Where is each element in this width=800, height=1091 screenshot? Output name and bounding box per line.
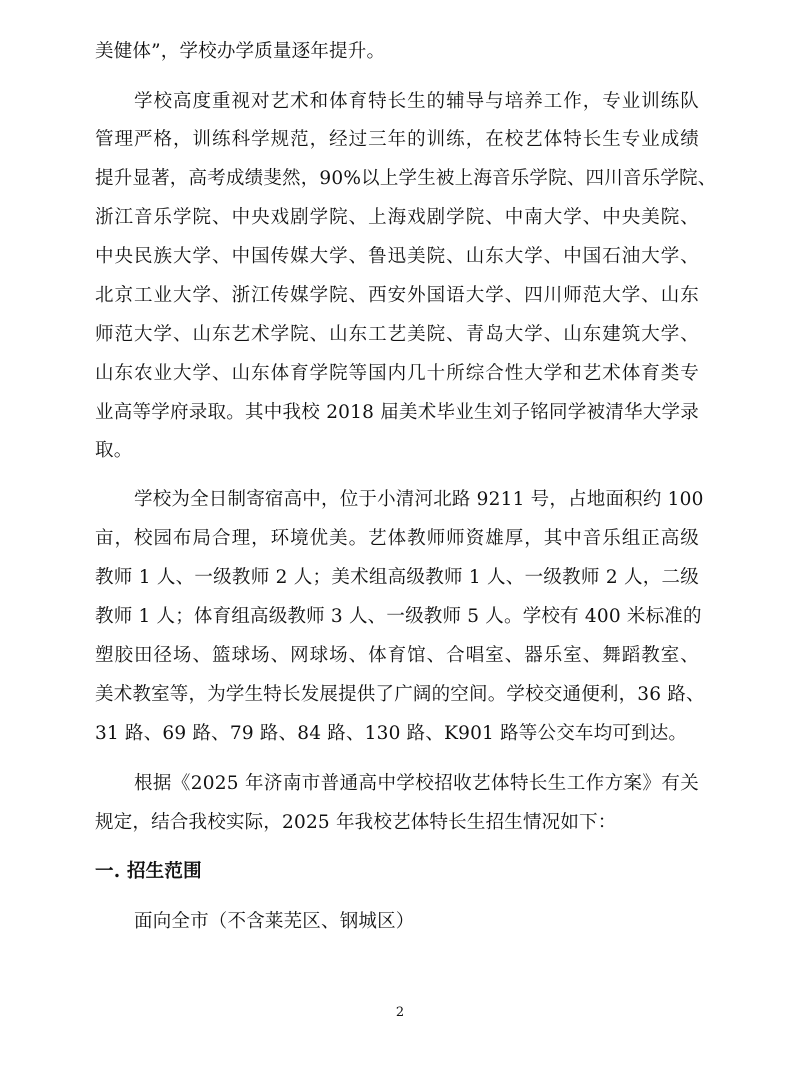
text-line: 北京工业大学、浙江传媒学院、西安外国语大学、四川师范大学、山东 [95, 285, 699, 306]
text-line: 山东农业大学、山东体育学院等国内几十所综合性大学和艺术体育类专 [95, 363, 699, 384]
text-line: 教师 1 人；体育组高级教师 3 人、一级教师 5 人。学校有 400 米标准的 [95, 606, 702, 627]
text-line: 美健体”，学校办学质量逐年提升。 [95, 41, 386, 62]
text-line: 提升显著，高考成绩斐然，90%以上学生被上海音乐学院、四川音乐学院、 [95, 168, 717, 189]
text-line: 规定，结合我校实际，2025 年我校艺体特长生招生情况如下： [95, 812, 617, 833]
text-line: 学校高度重视对艺术和体育特长生的辅导与培养工作，专业训练队 [134, 91, 699, 112]
text-line: 塑胶田径场、篮球场、网球场、体育馆、合唱室、器乐室、舞蹈教室、 [95, 645, 699, 666]
text-line: 亩，校园布局合理，环境优美。艺体教师师资雄厚，其中音乐组正高级 [95, 528, 699, 549]
text-line: 美术教室等，为学生特长发展提供了广阔的空间。学校交通便利，36 路、 [95, 684, 705, 705]
text-line: 业高等学府录取。其中我校 2018 届美术毕业生刘子铭同学被清华大学录 [95, 402, 699, 423]
text-line: 根据《2025 年济南市普通高中学校招收艺体特长生工作方案》有关 [134, 773, 699, 794]
text-line: 师范大学、山东艺术学院、山东工艺美院、青岛大学、山东建筑大学、 [95, 324, 699, 345]
text-line: 31 路、69 路、79 路、84 路、130 路、K901 路等公交车均可到达。 [95, 723, 688, 744]
text-line: 取。 [95, 440, 133, 461]
text-line: 教师 1 人、一级教师 2 人；美术组高级教师 1 人、一级教师 2 人，二级 [95, 567, 699, 588]
page-number: 2 [395, 1005, 405, 1020]
text-line: 学校为全日制寄宿高中，位于小清河北路 9211 号，占地面积约 100 [134, 489, 704, 510]
text-line: 浙江音乐学院、中央戏剧学院、上海戏剧学院、中南大学、中央美院、 [95, 207, 699, 228]
text-line: 管理严格，训练科学规范，经过三年的训练，在校艺体特长生专业成绩 [95, 129, 699, 150]
text-line: 中央民族大学、中国传媒大学、鲁迅美院、山东大学、中国石油大学、 [95, 246, 699, 267]
section-body: 面向全市（不含莱芜区、钢城区） [134, 911, 415, 932]
section-heading: 一. 招生范围 [95, 861, 202, 882]
